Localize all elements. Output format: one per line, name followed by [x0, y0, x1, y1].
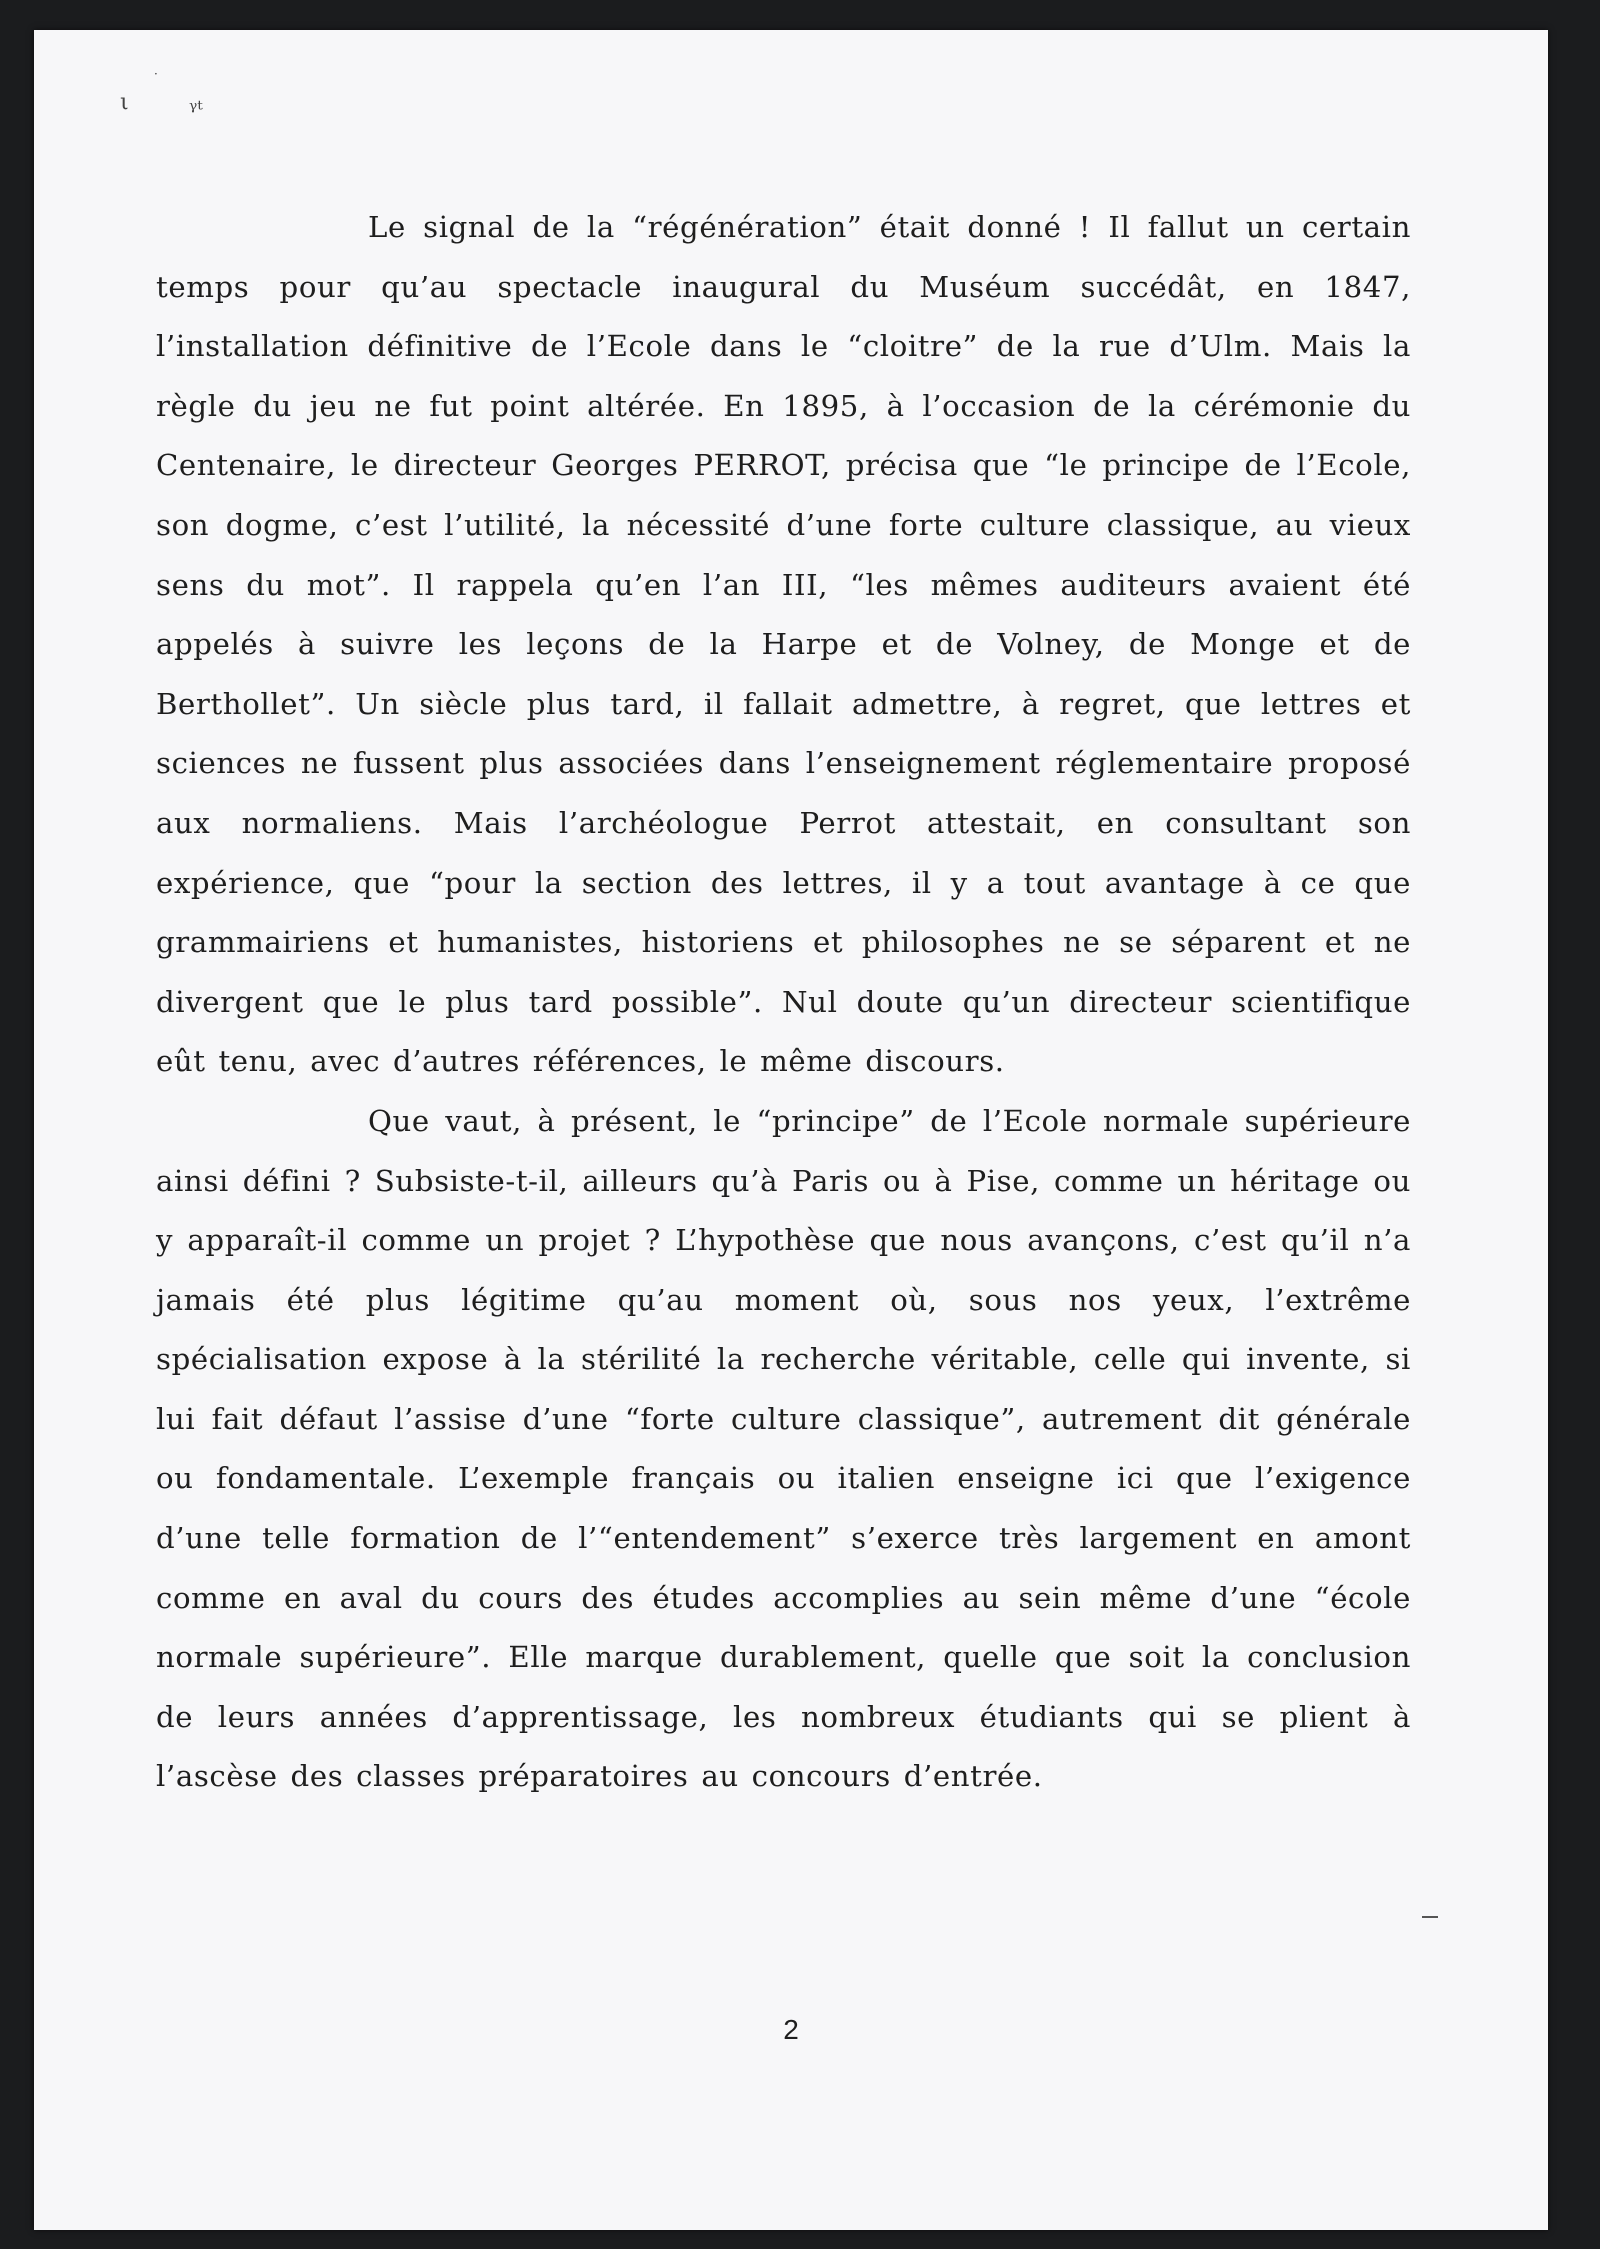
document-page: [34, 30, 1548, 2230]
scan-speck: ι: [120, 90, 129, 115]
scan-speck: ·: [154, 67, 158, 81]
scan-speck: ᵞᵗ: [189, 98, 203, 123]
page-number: 2: [783, 2014, 799, 2045]
paragraph-2: Que vaut, à présent, le “principe” de l’Ecole normale supérieure ainsi défini ? Subsiste-t-il, ailleurs qu’à Paris ou à Pise, comme un héritage ou y apparaît-il comme un projet ? L’hypothèse que nous avançons, c’est qu’il n’a jamais été plus légitime qu’au moment où, sous nos yeux, l’extrême spécialisation expose à la stérilité la recherche véritable, celle qui invente, si lui fait défaut l’assise d’une “forte culture classique”, autrement dit générale ou fondamentale. L’exemple français ou italien enseigne ici que l’exigence d’une telle formation de l’“entendement” s’exerce très largement en amont comme en aval du cours des études accomplies au sein même d’une “école normale supérieure”. Elle marque durablement, quelle que soit la conclusion de leurs années d’apprentissage, les nombreux étudiants qui se plient à l’ascèse des classes préparatoires au concours d’entrée.: [156, 1103, 1411, 1794]
scan-mark: [1422, 1916, 1438, 1918]
paragraph-1: Le signal de la “régénération” était donné ! Il fallut un certain temps pour qu’au spectacle inaugural du Muséum succédât, en 1847, l’installation définitive de l’Ecole dans le “cloitre” de la rue d’Ulm. Mais la règle du jeu ne fut point altérée. En 1895, à l’occasion de la cérémonie du Centenaire, le directeur Georges PERROT, précisa que “le principe de l’Ecole, son dogme, c’est l’utilité, la nécessité d’une forte culture classique, au vieux sens du mot”. Il rappela qu’en l’an III, “les mêmes auditeurs avaient été appelés à suivre les leçons de la Harpe et de Volney, de Monge et de Berthollet”. Un siècle plus tard, il fallait admettre, à regret, que lettres et sciences ne fussent plus associées dans l’enseignement réglementaire proposé aux normaliens. Mais l’archéologue Perrot attestait, en consultant son expérience, que “pour la section des lettres, il y a tout avantage à ce que grammairiens et humanistes, historiens et philosophes ne se séparent et ne divergent que le plus tard possible”. Nul doute qu’un directeur scientifique eût tenu, avec d’autres références, le même discours.: [156, 210, 1411, 1079]
body-text: [156, 198, 1411, 1807]
